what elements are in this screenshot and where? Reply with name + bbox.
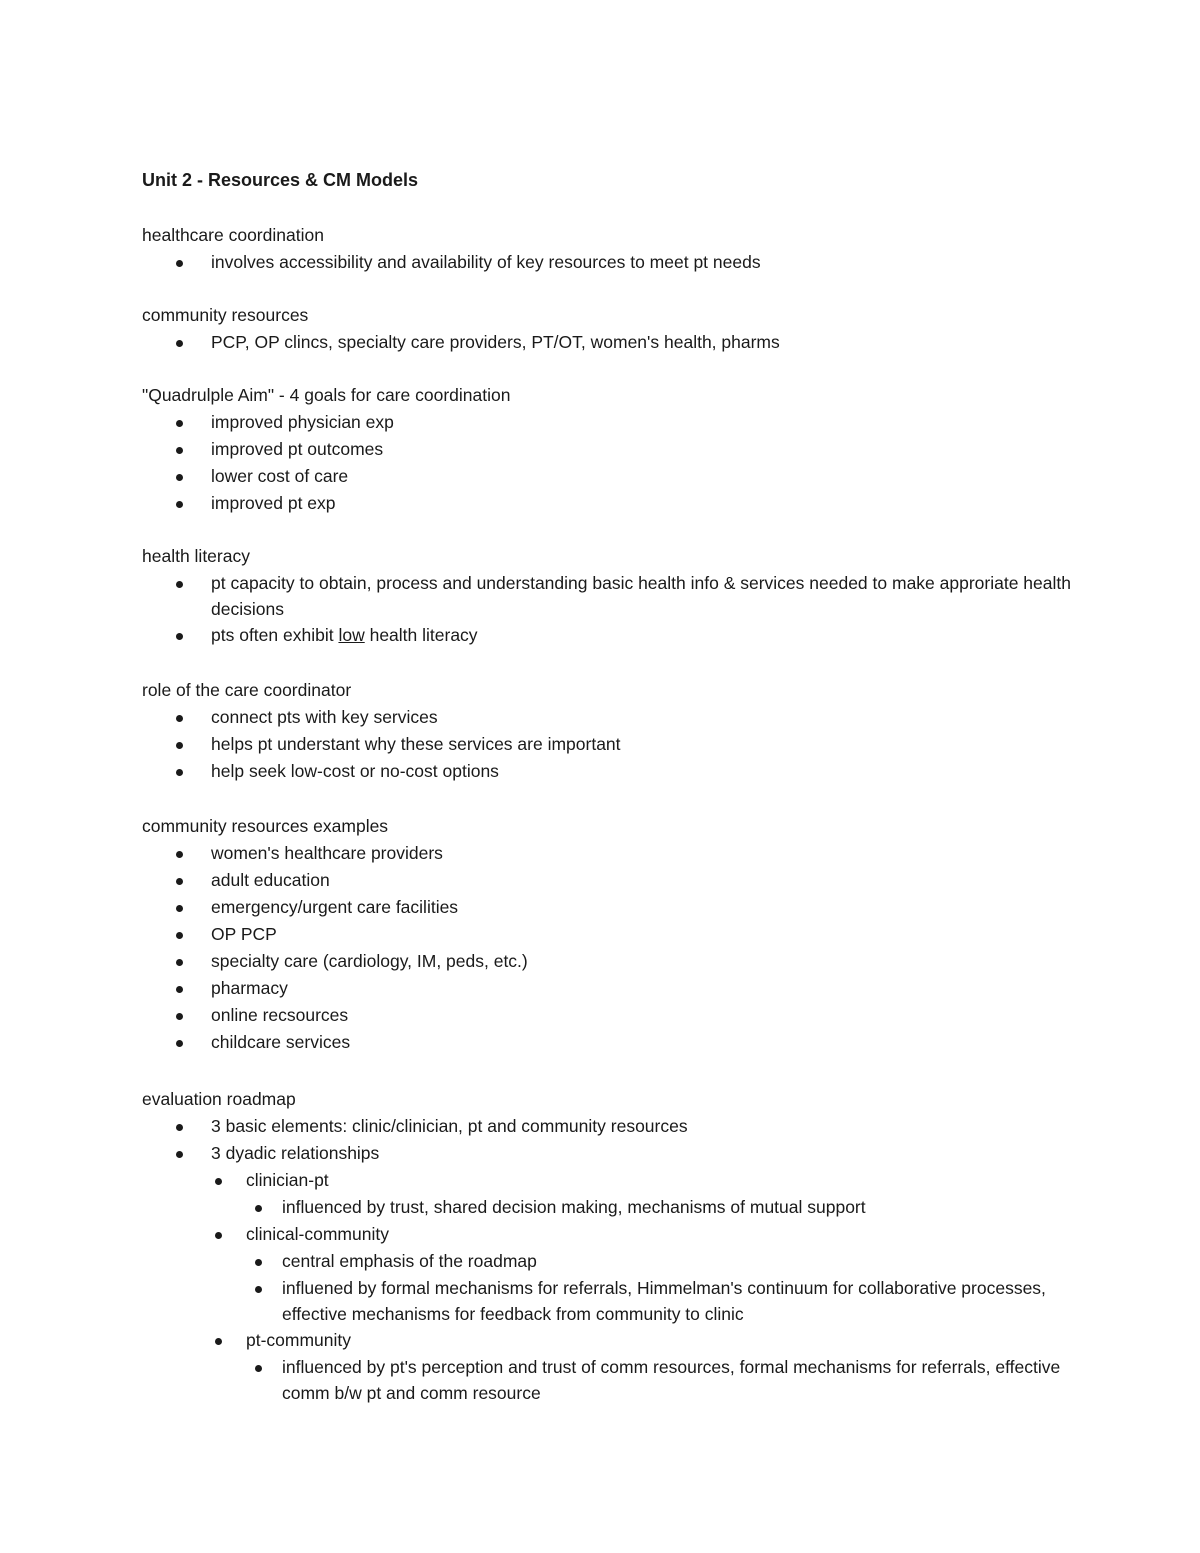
bullet-icon xyxy=(215,1178,222,1185)
list-item: pharmacy xyxy=(142,975,1092,1002)
bullet-icon xyxy=(176,769,183,776)
section-health-literacy xyxy=(142,543,1092,649)
list-item: pt capacity to obtain, process and understanding basic health info & services needed to make approriate health decisions xyxy=(142,570,1092,622)
section-heading: community resources xyxy=(142,305,309,325)
bullet-icon xyxy=(176,986,183,993)
bullet-list xyxy=(142,329,1092,356)
bullet-icon xyxy=(176,420,183,427)
bullet-icon xyxy=(255,1365,262,1372)
section-healthcare-coordination xyxy=(142,222,1092,276)
list-item: 3 dyadic relationships xyxy=(142,1140,1092,1167)
dyad-subitem: central emphasis of the roadmap xyxy=(142,1248,1092,1275)
section-heading: evaluation roadmap xyxy=(142,1089,296,1109)
bullet-icon xyxy=(176,1040,183,1047)
bullet-icon xyxy=(176,474,183,481)
section-community-resources-examples xyxy=(142,813,1092,1056)
document-title: Unit 2 - Resources & CM Models xyxy=(142,170,419,190)
list-item: online recsources xyxy=(142,1002,1092,1029)
section-community-resources xyxy=(142,302,1092,356)
bullet-list xyxy=(142,1113,1092,1406)
bullet-icon xyxy=(176,581,183,588)
bullet-icon xyxy=(176,959,183,966)
section-heading: "Quadrulple Aim" - 4 goals for care coordination xyxy=(142,385,511,405)
list-item: specialty care (cardiology, IM, peds, etc.) xyxy=(142,948,1092,975)
bullet-list xyxy=(142,409,1092,517)
list-item: helps pt understant why these services are important xyxy=(142,731,1092,758)
bullet-icon xyxy=(176,851,183,858)
bullet-icon xyxy=(176,340,183,347)
list-item: PCP, OP clincs, specialty care providers, PT/OT, women's health, pharms xyxy=(142,329,1092,356)
list-item: adult education xyxy=(142,867,1092,894)
bullet-list xyxy=(142,704,1092,785)
bullet-list xyxy=(142,249,1092,276)
section-heading: healthcare coordination xyxy=(142,225,324,245)
list-item: connect pts with key services xyxy=(142,704,1092,731)
bullet-icon xyxy=(255,1259,262,1266)
dyad-item: clinical-community xyxy=(142,1221,1092,1248)
list-item: improved physician exp xyxy=(142,409,1092,436)
bullet-icon xyxy=(176,260,183,267)
dyad-item: clinician-pt xyxy=(142,1167,1092,1194)
list-item: emergency/urgent care facilities xyxy=(142,894,1092,921)
bullet-icon xyxy=(255,1205,262,1212)
bullet-icon xyxy=(176,447,183,454)
bullet-icon xyxy=(176,633,183,640)
bullet-list xyxy=(142,840,1092,1056)
bullet-icon xyxy=(176,1124,183,1131)
bullet-icon xyxy=(215,1338,222,1345)
section-evaluation-roadmap xyxy=(142,1086,1092,1406)
bullet-icon xyxy=(176,742,183,749)
list-item: lower cost of care xyxy=(142,463,1092,490)
list-item: 3 basic elements: clinic/clinician, pt and community resources xyxy=(142,1113,1092,1140)
bullet-list xyxy=(142,570,1092,649)
list-item: childcare services xyxy=(142,1029,1092,1056)
section-quadruple-aim xyxy=(142,382,1092,517)
list-item: improved pt outcomes xyxy=(142,436,1092,463)
bullet-icon xyxy=(176,905,183,912)
section-heading: role of the care coordinator xyxy=(142,680,352,700)
list-item: involves accessibility and availability of key resources to meet pt needs xyxy=(142,249,1092,276)
list-item: improved pt exp xyxy=(142,490,1092,517)
bullet-icon xyxy=(176,932,183,939)
bullet-icon xyxy=(176,501,183,508)
list-item: pts often exhibit low health literacy xyxy=(142,622,1092,649)
list-item: women's healthcare providers xyxy=(142,840,1092,867)
section-heading: community resources examples xyxy=(142,816,389,836)
dyad-item: pt-community xyxy=(142,1327,1092,1354)
bullet-icon xyxy=(176,715,183,722)
dyad-subitem: influened by formal mechanisms for referrals, Himmelman's continuum for collaborative processes, effective mechanisms for feedback from community to clinic xyxy=(142,1275,1092,1327)
bullet-icon xyxy=(176,1151,183,1158)
bullet-icon xyxy=(215,1232,222,1239)
dyad-subitem: influenced by trust, shared decision making, mechanisms of mutual support xyxy=(142,1194,1092,1221)
bullet-icon xyxy=(176,878,183,885)
underlined-word: low xyxy=(338,625,365,645)
bullet-icon xyxy=(255,1286,262,1293)
list-item: help seek low-cost or no-cost options xyxy=(142,758,1092,785)
list-item: OP PCP xyxy=(142,921,1092,948)
bullet-icon xyxy=(176,1013,183,1020)
dyad-subitem: influenced by pt's perception and trust of comm resources, formal mechanisms for referrals, effective comm b/w pt and comm resource xyxy=(142,1354,1092,1406)
section-heading: health literacy xyxy=(142,546,250,566)
section-role-care-coordinator xyxy=(142,677,1092,785)
